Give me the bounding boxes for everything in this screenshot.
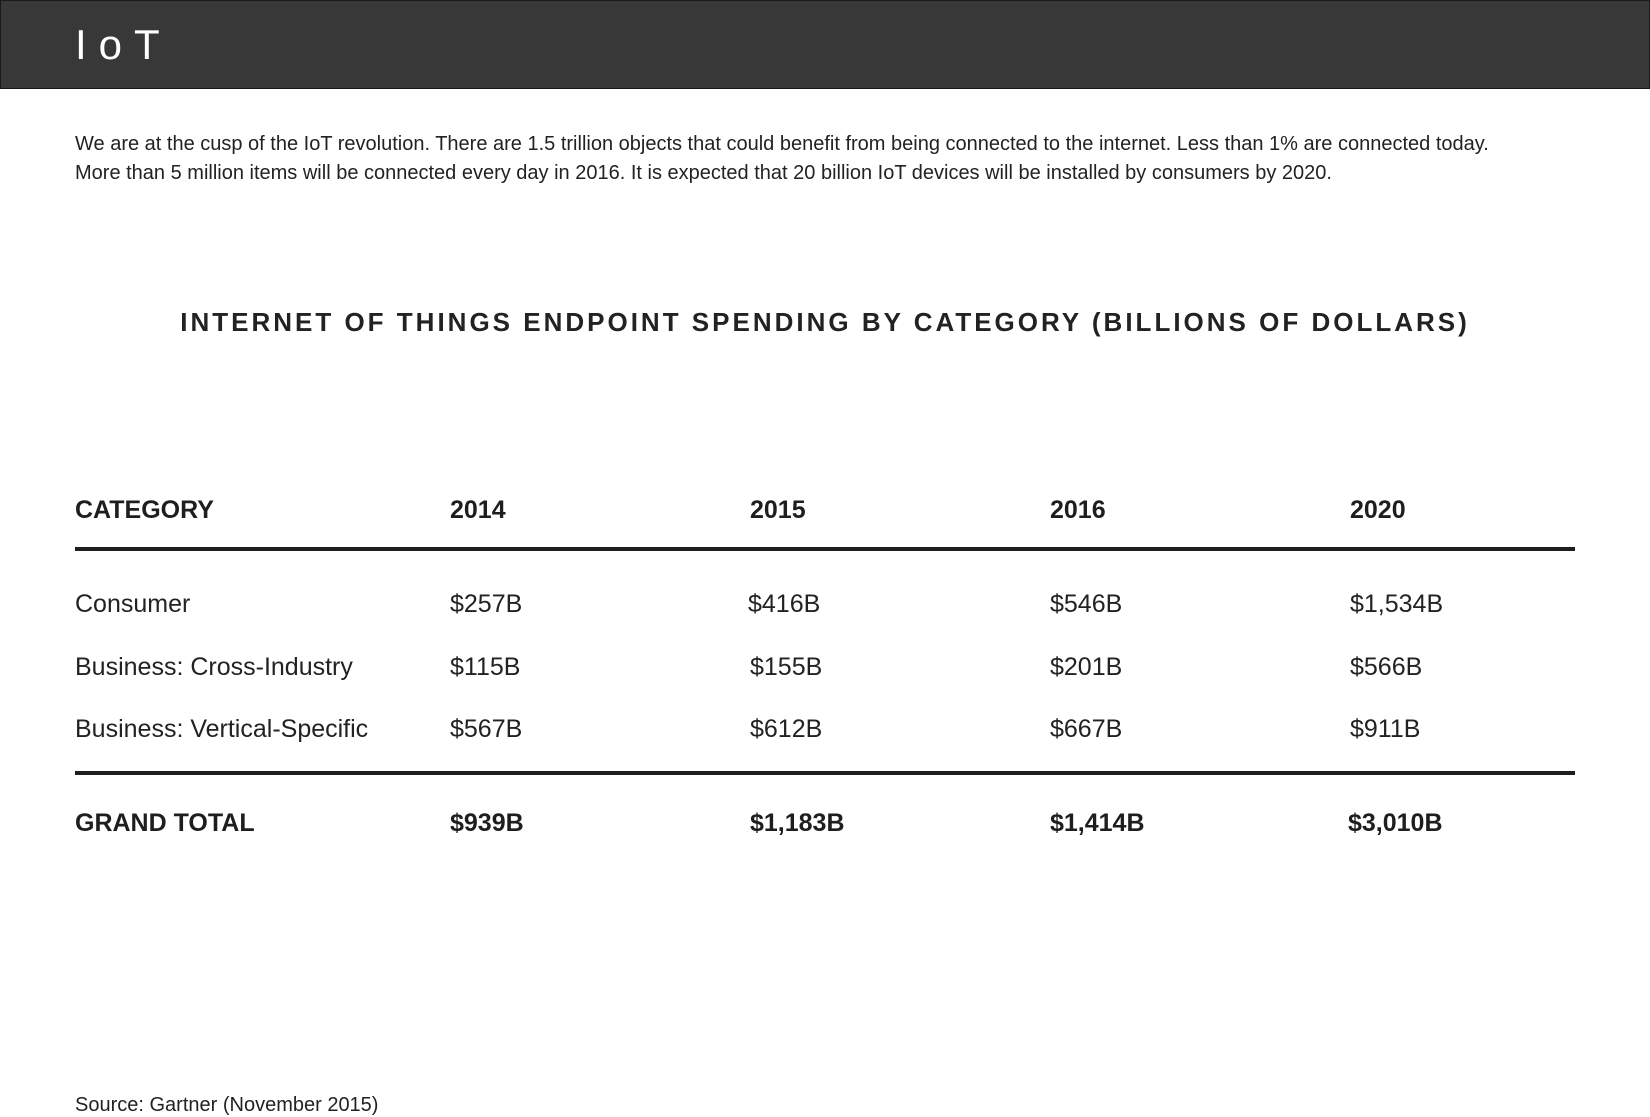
row-category: Business: Vertical-Specific [75,715,369,743]
grand-total-row [75,803,1575,843]
grand-total-2016: $1,414B [1050,809,1145,837]
intro-line: More than 5 million items will be connected every day in 2016. It is expected that 20 billion IoT devices will be installed by consumers by 2020. [75,162,1332,184]
header-bar [0,0,1650,89]
row-value-2014: $115B [450,653,521,681]
source-note: Source: Gartner (November 2015) [75,1094,379,1116]
total-divider [75,771,1575,775]
row-value-2020: $1,534B [1350,590,1444,618]
row-value-2015: $416B [748,590,821,618]
header-2016: 2016 [1050,496,1106,524]
table-title: INTERNET OF THINGS ENDPOINT SPENDING BY CATEGORY (BILLIONS OF DOLLARS) [180,307,1470,337]
intro-line: We are at the cusp of the IoT revolution. There are 1.5 trillion objects that could benefit from being connected to the internet. Less than 1% are connected today. [75,133,1489,155]
table-row [75,647,1575,687]
row-value-2014: $567B [450,715,523,743]
header-divider [75,547,1575,551]
grand-total-label: GRAND TOTAL [75,809,255,837]
row-category: Consumer [75,590,191,618]
table-header-row [75,490,1575,530]
header-2015: 2015 [750,496,806,524]
header-category: CATEGORY [75,496,214,524]
row-value-2016: $667B [1050,715,1123,743]
intro-paragraph [75,130,1585,188]
row-value-2014: $257B [450,590,523,618]
grand-total-2014: $939B [450,809,524,837]
row-value-2016: $546B [1050,590,1123,618]
row-value-2015: $612B [750,715,823,743]
grand-total-2015: $1,183B [750,809,845,837]
table-row [75,709,1575,749]
page-title: IoT [75,21,172,68]
header-2014: 2014 [450,496,506,524]
row-category: Business: Cross-Industry [75,653,353,681]
row-value-2020: $566B [1350,653,1423,681]
row-value-2015: $155B [750,653,823,681]
row-value-2016: $201B [1050,653,1123,681]
header-2020: 2020 [1350,496,1406,524]
table-row [75,584,1575,624]
row-value-2020: $911B [1350,715,1421,743]
grand-total-2020: $3,010B [1348,809,1443,837]
